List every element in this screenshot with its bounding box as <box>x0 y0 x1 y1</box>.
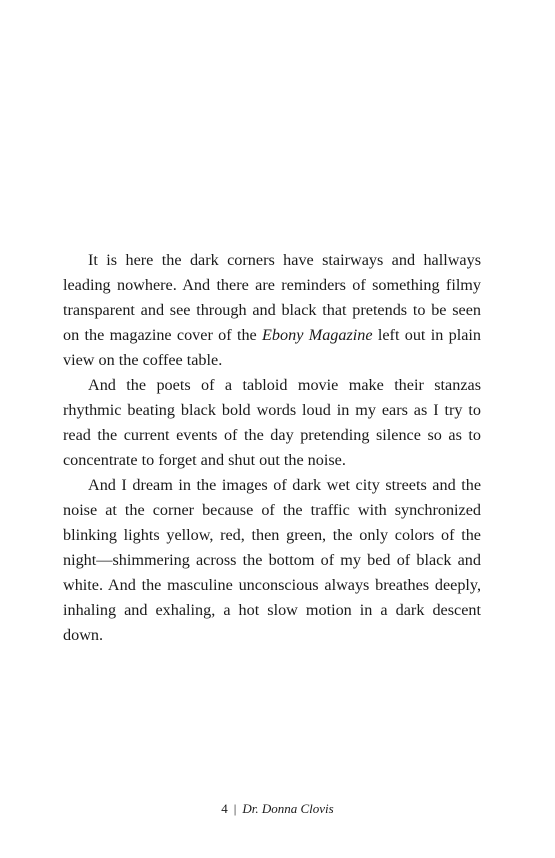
footer-separator: | <box>233 801 237 816</box>
paragraph-2: And the poets of a tabloid movie make their stanzas rhythmic beating black bold words loud in my ears as I try to read the current events of the day pretending silence so as to concentrate to forget and shut out the noise. <box>63 376 481 469</box>
magazine-title: Ebony Magazine <box>262 326 373 344</box>
author-name: Dr. Donna Clovis <box>242 801 334 816</box>
paragraph-3: And I dream in the images of dark wet city streets and the noise at the corner because of the traffic with synchronized blinking lights yellow, red, then green, the only colors of the night—shimmering across the bottom of my bed of black and white. And the masculine unconscious always breathes deeply, inhaling and exhaling, a hot slow motion in a dark descent down. <box>63 476 481 644</box>
page-footer <box>0 800 555 818</box>
paragraph-1-text-before: It is here the dark corners have stairways and hallways leading nowhere. And there are reminders of something filmy transparent and see through and black that pretends to be seen on the magazine cover of the <box>63 251 481 344</box>
paragraph-1-text-after: left out in plain view on the coffee table. <box>63 326 482 369</box>
body-text <box>63 248 481 648</box>
page-number: 4 <box>221 801 228 816</box>
paragraph-1 <box>63 248 481 373</box>
